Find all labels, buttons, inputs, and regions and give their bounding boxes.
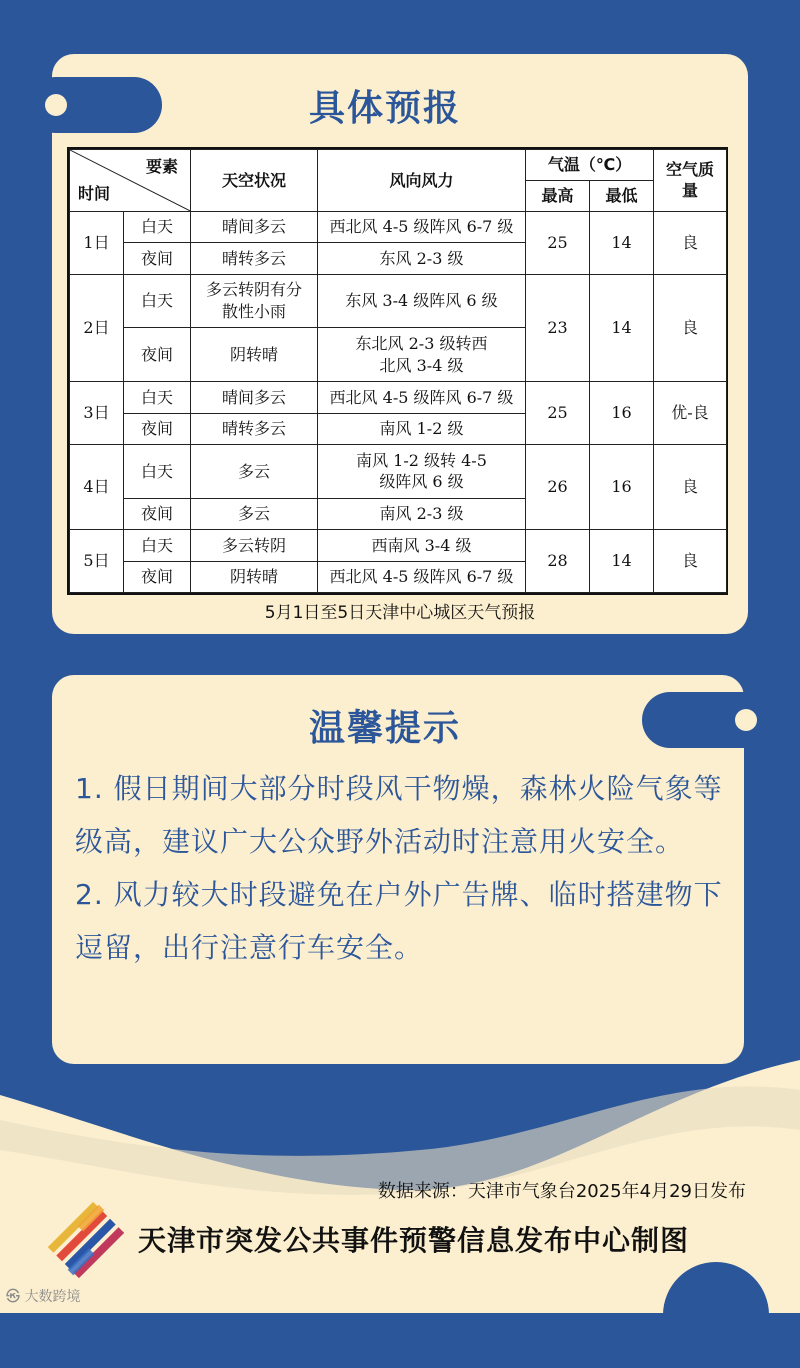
table-row xyxy=(70,211,727,242)
wind-cell: 东北风 2-3 级转西北风 3-4 级 xyxy=(318,328,526,382)
table-row xyxy=(70,444,727,498)
header-low: 最低 xyxy=(590,181,654,211)
header-time: 时间 xyxy=(78,184,111,204)
header-diagonal-cell xyxy=(70,150,191,212)
org-name: 天津市突发公共事件预警信息发布中心制图 xyxy=(138,1224,690,1257)
low-cell: 16 xyxy=(590,382,654,445)
period-label: 白天 xyxy=(124,382,191,413)
low-cell: 14 xyxy=(590,274,654,381)
period-label: 白天 xyxy=(124,444,191,498)
high-cell: 26 xyxy=(526,444,590,529)
header-factor: 要素 xyxy=(145,157,178,176)
day-label: 3日 xyxy=(70,382,124,445)
sky-cell: 阴转晴 xyxy=(191,328,318,382)
org-logo-icon xyxy=(44,1198,128,1282)
header-sky: 天空状况 xyxy=(191,150,318,212)
sky-cell: 多云 xyxy=(191,498,318,529)
sky-cell: 多云转阴有分散性小雨 xyxy=(191,274,318,328)
sky-cell: 晴间多云 xyxy=(191,382,318,413)
day-label: 2日 xyxy=(70,274,124,381)
watermark-icon: ㉿ xyxy=(6,1289,25,1305)
wind-cell: 东风 2-3 级 xyxy=(318,243,526,274)
sky-cell: 多云 xyxy=(191,444,318,498)
header-high: 最高 xyxy=(526,181,590,211)
wind-cell: 西北风 4-5 级阵风 6-7 级 xyxy=(318,211,526,242)
header-wind: 风向风力 xyxy=(318,150,526,212)
day-label: 4日 xyxy=(70,444,124,529)
period-label: 夜间 xyxy=(124,561,191,592)
high-cell: 28 xyxy=(526,530,590,593)
period-label: 夜间 xyxy=(124,498,191,529)
air-cell: 良 xyxy=(654,211,727,274)
tips-title: 温馨提示 xyxy=(308,708,461,749)
period-label: 白天 xyxy=(124,211,191,242)
high-cell: 23 xyxy=(526,274,590,381)
air-cell: 良 xyxy=(654,274,727,381)
low-cell: 14 xyxy=(590,530,654,593)
low-cell: 16 xyxy=(590,444,654,529)
table-row xyxy=(70,274,727,328)
air-cell: 良 xyxy=(654,530,727,593)
wind-cell: 东风 3-4 级阵风 6 级 xyxy=(318,274,526,328)
wind-cell: 南风 1-2 级转 4-5 级阵风 6 级 xyxy=(318,444,526,498)
decorative-circle xyxy=(663,1262,769,1368)
air-cell: 优-良 xyxy=(654,382,727,445)
sky-cell: 晴转多云 xyxy=(191,413,318,444)
sky-cell: 阴转晴 xyxy=(191,561,318,592)
forecast-table xyxy=(67,147,728,595)
sky-cell: 晴间多云 xyxy=(191,211,318,242)
wind-cell: 西北风 4-5 级阵风 6-7 级 xyxy=(318,382,526,413)
tip-item: 1. 假日期间大部分时段风干物燥，森林火险气象等级高，建议广大公众野外活动时注意用火安全。 xyxy=(75,772,723,858)
tips-list xyxy=(75,762,725,974)
wind-cell: 西北风 4-5 级阵风 6-7 级 xyxy=(318,561,526,592)
period-label: 夜间 xyxy=(124,328,191,382)
high-cell: 25 xyxy=(526,382,590,445)
table-row xyxy=(70,530,727,561)
watermark-text: 大数跨境 xyxy=(24,1289,81,1305)
wind-cell: 西南风 3-4 级 xyxy=(318,530,526,561)
sky-cell: 晴转多云 xyxy=(191,243,318,274)
tip-item: 2. 风力较大时段避免在户外广告牌、临时搭建物下逗留，出行注意行车安全。 xyxy=(75,878,723,964)
period-label: 白天 xyxy=(124,530,191,561)
wind-cell: 南风 1-2 级 xyxy=(318,413,526,444)
low-cell: 14 xyxy=(590,211,654,274)
period-label: 夜间 xyxy=(124,243,191,274)
wind-cell: 南风 2-3 级 xyxy=(318,498,526,529)
high-cell: 25 xyxy=(526,211,590,274)
period-label: 白天 xyxy=(124,274,191,328)
header-air: 空气质量 xyxy=(654,150,727,212)
data-source: 数据来源：天津市气象台2025年4月29日发布 xyxy=(377,1181,746,1202)
period-label: 夜间 xyxy=(124,413,191,444)
sky-cell: 多云转阴 xyxy=(191,530,318,561)
forecast-title: 具体预报 xyxy=(308,88,461,129)
day-label: 5日 xyxy=(70,530,124,593)
air-cell: 良 xyxy=(654,444,727,529)
day-label: 1日 xyxy=(70,211,124,274)
table-row xyxy=(70,382,727,413)
header-temp: 气温（℃） xyxy=(526,150,654,181)
watermark xyxy=(6,1286,80,1306)
table-caption: 5月1日至5日天津中心城区天气预报 xyxy=(264,603,536,623)
